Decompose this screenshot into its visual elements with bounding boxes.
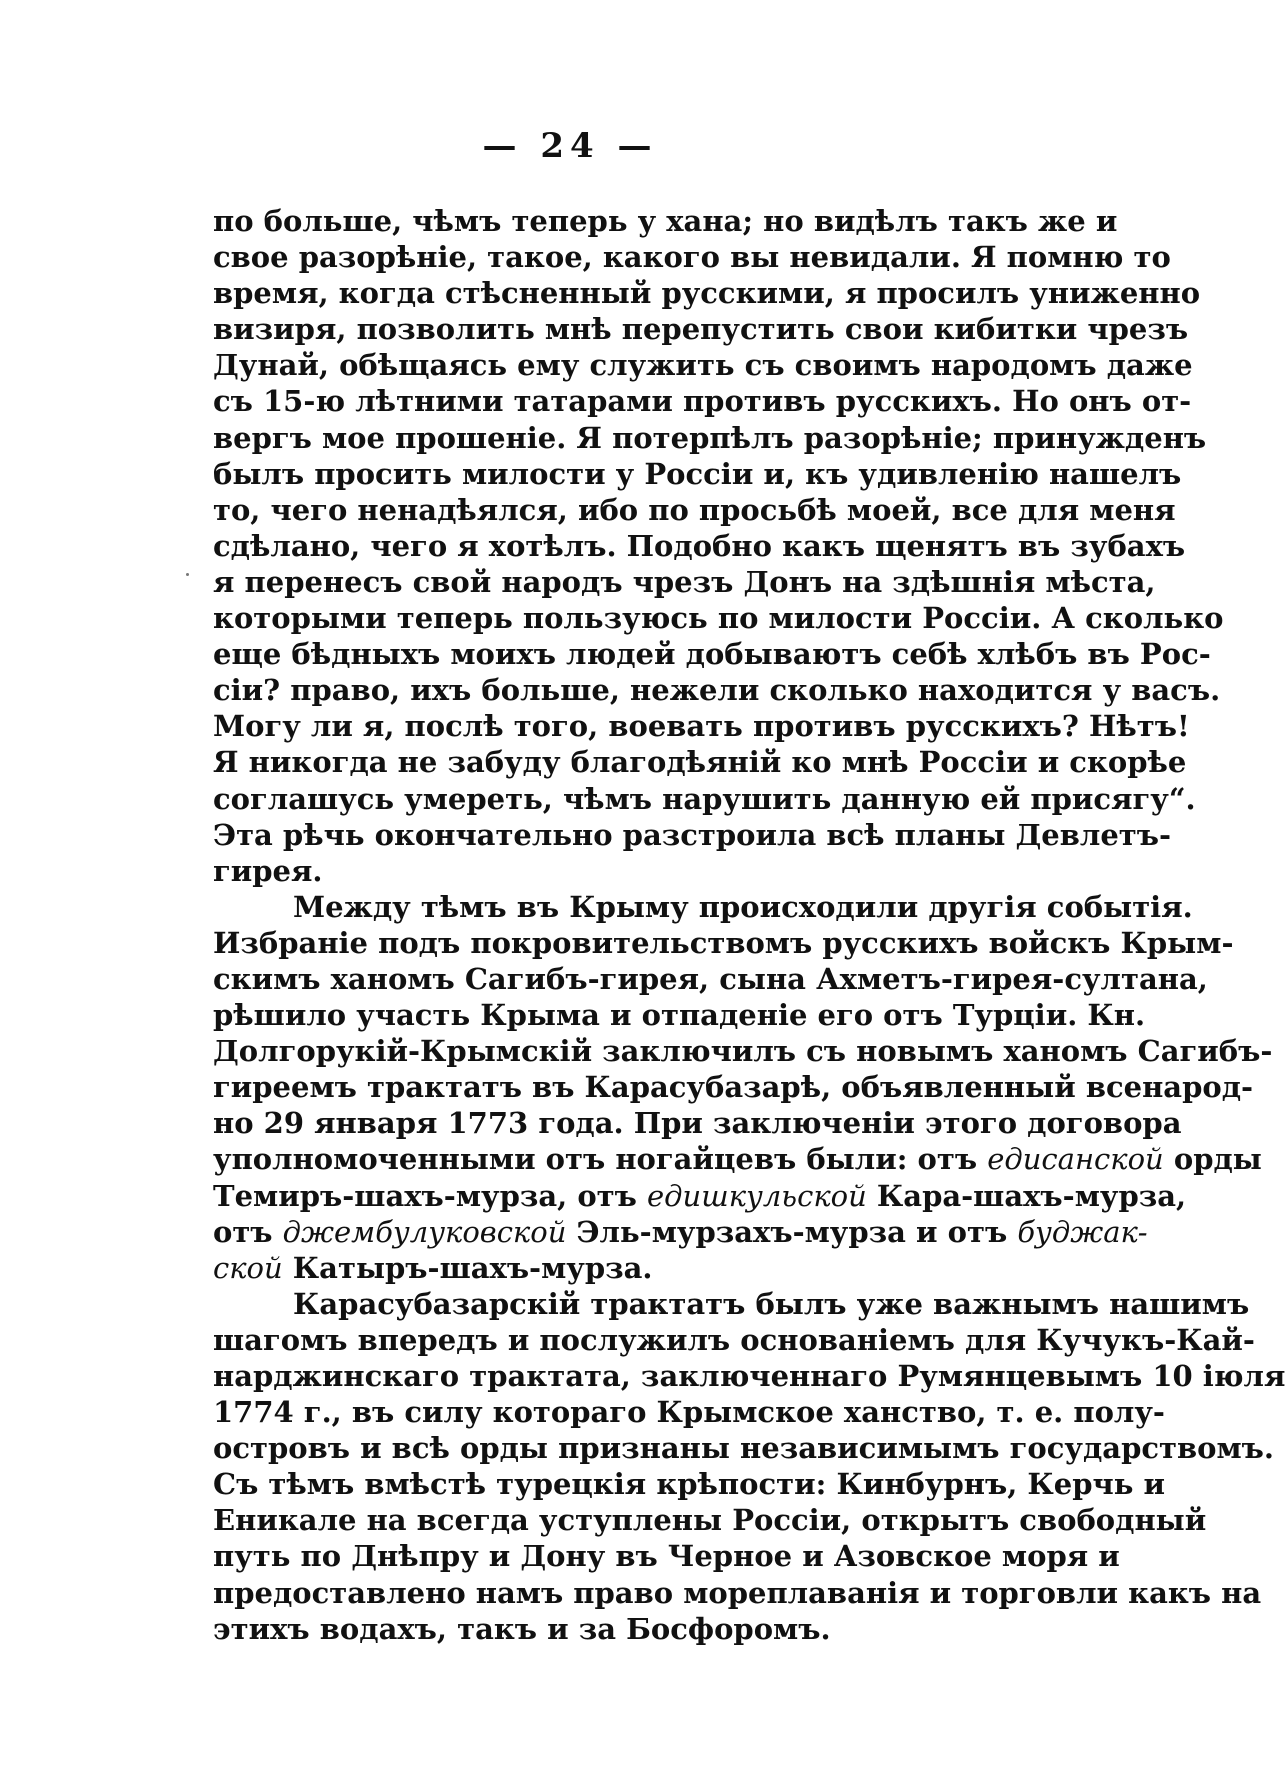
text-line xyxy=(213,636,1211,672)
text-span: уполномоченными отъ ногайцевъ были: отъ xyxy=(213,1142,978,1177)
text-span: этихъ водахъ, такъ и за Босфоромъ. xyxy=(213,1611,831,1646)
text-span: Долгорукій-Крымскій заключилъ съ новымъ ханомъ Сагибъ- xyxy=(213,1034,1273,1069)
text-line xyxy=(213,1033,1273,1069)
text-line xyxy=(213,997,1146,1033)
text-span: скимъ ханомъ Сагибъ-гирея, сына Ахметъ-гирея-султана, xyxy=(213,961,1208,996)
text-line xyxy=(213,528,1186,564)
text-line xyxy=(213,347,1193,383)
text-line xyxy=(213,564,1156,600)
text-line xyxy=(213,1322,1255,1358)
text-span: Между тѣмъ въ Крыму происходили другія событія. xyxy=(293,889,1193,924)
text-span: отъ xyxy=(213,1214,273,1249)
text-span: Съ тѣмъ вмѣстѣ турецкія крѣпости: Кинбурнъ, Керчь и xyxy=(213,1467,1166,1502)
text-span: съ 15-ю лѣтними татарами противъ русскихъ. Но онъ от- xyxy=(213,384,1192,419)
text-line xyxy=(213,961,1208,997)
text-line xyxy=(213,889,1193,925)
print-speck xyxy=(186,573,189,576)
text-line xyxy=(213,1502,1207,1538)
text-line xyxy=(213,1575,1262,1611)
text-span: Катыръ-шахъ-мурза. xyxy=(282,1250,653,1285)
text-line xyxy=(213,1286,1250,1322)
text-line xyxy=(213,1250,1058,1286)
italic-term: едишкульской xyxy=(647,1178,867,1213)
text-line xyxy=(213,1214,1148,1250)
italic-term: джембулуковской xyxy=(282,1214,567,1249)
text-span: Еникале на всегда уступлены Россіи, открытъ свободный xyxy=(213,1503,1207,1538)
text-line xyxy=(213,600,1224,636)
text-span: нарджинскаго трактата, заключеннаго Румянцевымъ 10 іюля xyxy=(213,1359,1285,1393)
text-line xyxy=(213,1105,1182,1141)
text-line xyxy=(213,1466,1166,1502)
text-line xyxy=(213,1069,1254,1105)
body-text xyxy=(213,203,1285,1647)
text-line xyxy=(213,456,1182,492)
text-span: гиреемъ трактатъ въ Карасубазарѣ, объявленный всенарод- xyxy=(213,1070,1254,1105)
text-span: орды xyxy=(1163,1142,1262,1177)
text-span: то, чего ненадѣялся, ибо по просьбѣ моей, все для меня xyxy=(213,492,1176,527)
text-line xyxy=(213,1538,1120,1574)
text-span: предоставлено намъ право мореплаванія и торговли какъ на xyxy=(213,1575,1262,1610)
text-span: еще бѣдныхъ моихъ людей добываютъ себѣ хлѣбъ въ Рос- xyxy=(213,637,1211,672)
text-span: Кара-шахъ-мурза, xyxy=(866,1178,1187,1213)
text-line xyxy=(213,492,1176,528)
text-span: островъ и всѣ орды признаны независимымъ государствомъ. xyxy=(213,1431,1275,1466)
text-span: Дунай, обѣщаясь ему служить съ своимъ народомъ даже xyxy=(213,348,1193,383)
text-line xyxy=(213,239,1171,275)
text-line xyxy=(213,275,1201,311)
text-line xyxy=(213,420,1207,456)
text-line xyxy=(213,817,1172,853)
text-span: сіи? право, ихъ больше, нежели сколько находится у васъ. xyxy=(213,673,1221,708)
text-span: соглашусь умереть, чѣмъ нарушить данную ей присягу“. xyxy=(213,781,1196,816)
text-line xyxy=(213,1358,1285,1394)
text-line xyxy=(213,744,1187,780)
text-span: которыми теперь пользуюсь по милости Россіи. А сколько xyxy=(213,601,1224,636)
text-span: рѣшило участь Крыма и отпаденіе его отъ Турціи. Кн. xyxy=(213,998,1146,1033)
text-span: свое разорѣніе, такое, какого вы невидали. Я помню то xyxy=(213,240,1171,275)
text-span: Могу ли я, послѣ того, воевать противъ русскихъ? Нѣтъ! xyxy=(213,709,1190,744)
text-line xyxy=(213,1141,1262,1177)
text-span: Эта рѣчь окончательно разстроила всѣ планы Девлетъ- xyxy=(213,817,1172,852)
text-span: Я никогда не забуду благодѣяній ко мнѣ Россіи и скорѣе xyxy=(213,745,1187,780)
italic-term: ской xyxy=(213,1250,283,1285)
text-line xyxy=(213,1611,1058,1647)
text-span: 1774 г., въ силу котораго Крымское ханство, т. е. полу- xyxy=(213,1395,1165,1430)
text-line xyxy=(213,383,1192,419)
text-span: Темиръ-шахъ-мурза, отъ xyxy=(213,1178,637,1213)
text-line xyxy=(213,672,1221,708)
text-span: Карасубазарскій трактатъ былъ уже важнымъ нашимъ xyxy=(293,1286,1250,1321)
text-line xyxy=(213,1430,1275,1466)
text-span: Избраніе подъ покровительствомъ русскихъ войскъ Крым- xyxy=(213,925,1234,960)
text-span: я перенесъ свой народъ чрезъ Донъ на здѣшнія мѣста, xyxy=(213,564,1156,599)
page-number: — 24 — xyxy=(482,126,658,166)
text-line xyxy=(213,708,1190,744)
text-span: время, когда стѣсненный русскими, я просилъ униженно xyxy=(213,276,1201,311)
text-line xyxy=(213,1178,1187,1214)
italic-term: едисанской xyxy=(987,1142,1164,1177)
text-span: былъ просить милости у Россіи и, къ удивленію нашелъ xyxy=(213,456,1182,491)
text-line xyxy=(213,203,1118,239)
text-span: путь по Днѣпру и Дону въ Черное и Азовское моря и xyxy=(213,1539,1120,1574)
text-line xyxy=(213,925,1234,961)
text-span: но 29 января 1773 года. При заключеніи этого договора xyxy=(213,1106,1182,1141)
text-span: гирея. xyxy=(213,853,323,888)
text-span: вергъ мое прошеніе. Я потерпѣлъ разорѣніе; принужденъ xyxy=(213,420,1207,455)
text-line xyxy=(213,1394,1165,1430)
text-span: по больше, чѣмъ теперь у хана; но видѣлъ такъ же и xyxy=(213,204,1118,238)
text-span: шагомъ впередъ и послужилъ основаніемъ для Кучукъ-Кай- xyxy=(213,1322,1255,1357)
italic-term: буджак- xyxy=(1017,1214,1148,1249)
text-span: сдѣлано, чего я хотѣлъ. Подобно какъ щенятъ въ зубахъ xyxy=(213,528,1186,563)
text-line xyxy=(213,853,1058,889)
text-line xyxy=(213,311,1189,347)
text-line xyxy=(213,781,1196,817)
text-span: Эль-мурзахъ-мурза и отъ xyxy=(566,1214,1008,1249)
text-span: визиря, позволить мнѣ перепустить свои кибитки чрезъ xyxy=(213,312,1189,347)
